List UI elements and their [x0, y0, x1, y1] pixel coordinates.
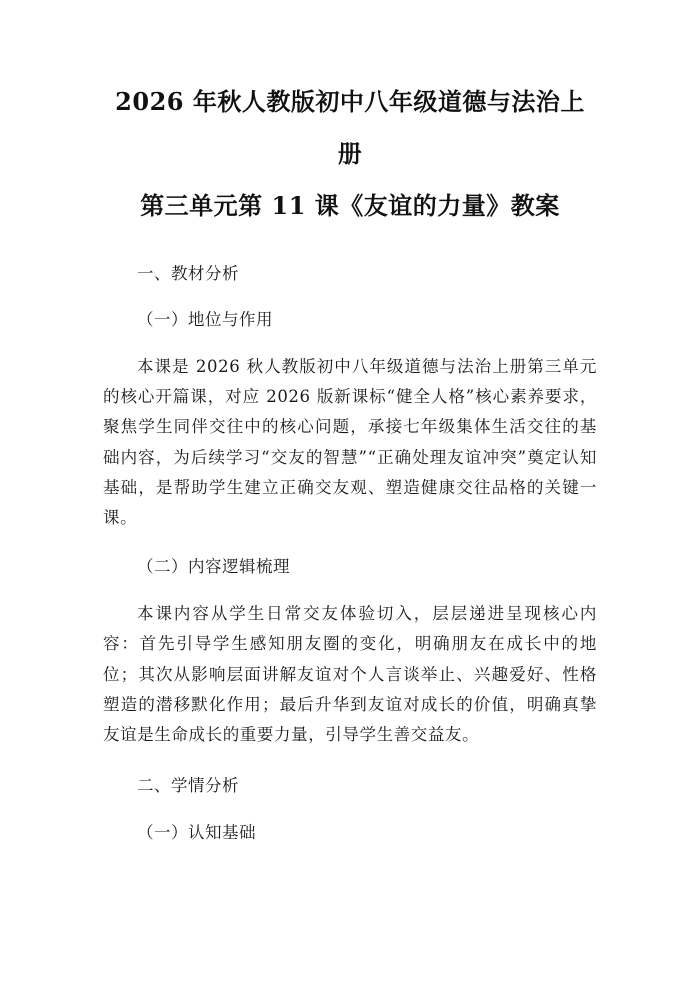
document-page	[0, 76, 700, 981]
subheading-position-and-role: （一）地位与作用	[137, 310, 273, 329]
paragraph-content-logic: 本课内容从学生日常交友体验切入，层层递进呈现核心内容：首先引导学生感知朋友圈的变化，明确朋友在成长中的地位；其次从影响层面讲解友谊对个人言谈举止、兴趣爱好、性格塑造的潜移默化作用；最后升华到友谊对成长的价值，明确真挚友谊是生命成长的重要力量，引导学生善交益友。	[103, 604, 597, 745]
subheading-content-logic: （二）内容逻辑梳理	[137, 557, 290, 577]
subheading-cognitive-foundation: （一）认知基础	[137, 823, 256, 843]
document-title-line-1: 2026 年秋人教版初中八年级道德与法治上册	[115, 87, 585, 168]
section-heading-textbook-analysis: 一、教材分析	[137, 264, 239, 283]
section-heading-student-analysis: 二、学情分析	[137, 776, 239, 796]
paragraph-position-and-role: 本课是 2026 秋人教版初中八年级道德与法治上册第三单元的核心开篇课，对应 2026 版新课标“健全人格”核心素养要求，聚焦学生同伴交往中的核心问题，承接七年级集体生活交往的基础内容，为后续学习“交友的智慧”“正确处理友谊冲突”奠定认知基础，是帮助学生建立正确交友观、塑造健康交往品格的关键一课。	[103, 357, 597, 528]
document-title-line-2: 第三单元第 11 课《友谊的力量》教案	[140, 191, 560, 220]
